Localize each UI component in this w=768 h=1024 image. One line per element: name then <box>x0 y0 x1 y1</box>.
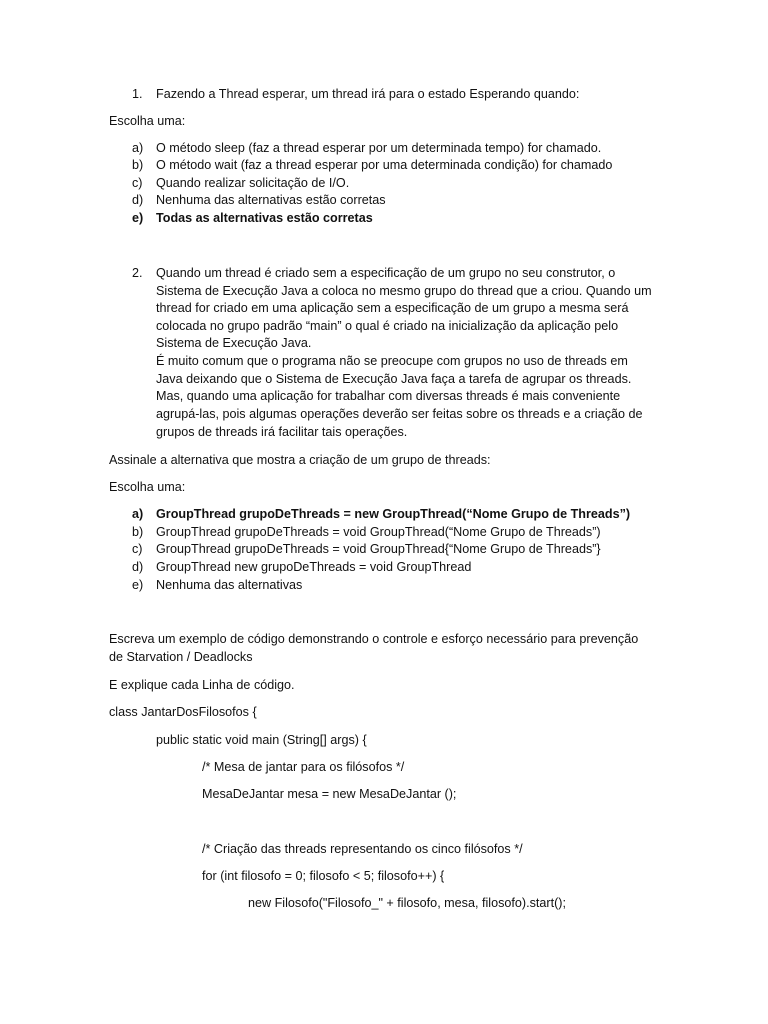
q2-paragraph-line: agrupá-las, pois algumas operações deverão ser feitas sobre os threads e a criação de <box>156 407 643 421</box>
q2-paragraph-line: Sistema de Execução Java a coloca no mesmo grupo do thread que a criou. Quando um <box>156 284 652 298</box>
q2-option-e-letter: e) <box>132 578 144 592</box>
q1-option-b-letter: b) <box>132 158 144 172</box>
code-line: new Filosofo("Filosofo_" + filosofo, mesa, filosofo).start(); <box>248 896 566 910</box>
q1-number: 1. <box>132 87 143 101</box>
q3-prompt-line-2: de Starvation / Deadlocks <box>109 650 253 664</box>
q1-option-a: O método sleep (faz a thread esperar por um determinada tempo) for chamado. <box>156 141 602 155</box>
q2-option-b: GroupThread grupoDeThreads = void GroupThread(“Nome Grupo de Threads”) <box>156 525 601 539</box>
q2-prompt: Assinale a alternativa que mostra a criação de um grupo de threads: <box>109 453 491 467</box>
q1-option-a-letter: a) <box>132 141 144 155</box>
q2-paragraph-line: Quando um thread é criado sem a especificação de um grupo no seu construtor, o <box>156 266 616 280</box>
q2-option-e: Nenhuma das alternativas <box>156 578 303 592</box>
q2-choose-label: Escolha uma: <box>109 480 186 494</box>
q2-paragraph-line: Sistema de Execução Java. <box>156 336 312 350</box>
q1-question: Fazendo a Thread esperar, um thread irá para o estado Esperando quando: <box>156 87 580 101</box>
q1-option-e: Todas as alternativas estão corretas <box>156 211 373 225</box>
q2-paragraph-line: É muito comum que o programa não se preocupe com grupos no uso de threads em <box>156 354 628 368</box>
q1-option-b: O método wait (faz a thread esperar por uma determinada condição) for chamado <box>156 158 613 172</box>
q2-paragraph-line: colocada no grupo padrão “main” o qual é criado na inicialização da aplicação pelo <box>156 319 619 333</box>
q2-option-c: GroupThread grupoDeThreads = void GroupThread{“Nome Grupo de Threads”} <box>156 542 601 556</box>
code-comment: /* Mesa de jantar para os filósofos */ <box>202 760 405 774</box>
q1-option-d: Nenhuma das alternativas estão corretas <box>156 193 386 207</box>
q1-option-c: Quando realizar solicitação de I/O. <box>156 176 350 190</box>
q3-prompt-line-1: Escreva um exemplo de código demonstrando o controle e esforço necessário para prevenção <box>109 632 639 646</box>
code-comment: /* Criação das threads representando os cinco filósofos */ <box>202 842 523 856</box>
q2-number: 2. <box>132 266 143 280</box>
q1-option-c-letter: c) <box>132 176 143 190</box>
q2-option-a: GroupThread grupoDeThreads = new GroupThread(“Nome Grupo de Threads”) <box>156 507 631 521</box>
code-line: public static void main (String[] args) { <box>156 733 367 747</box>
q2-option-b-letter: b) <box>132 525 144 539</box>
code-line: class JantarDosFilosofos { <box>109 705 257 719</box>
code-line: MesaDeJantar mesa = new MesaDeJantar (); <box>202 787 457 801</box>
q2-option-a-letter: a) <box>132 507 144 521</box>
q1-option-e-letter: e) <box>132 211 144 225</box>
q3-explain: E explique cada Linha de código. <box>109 678 295 692</box>
q2-option-c-letter: c) <box>132 542 143 556</box>
q2-option-d: GroupThread new grupoDeThreads = void GroupThread <box>156 560 472 574</box>
q2-paragraph-line: Mas, quando uma aplicação for trabalhar com diversas threads é mais conveniente <box>156 389 621 403</box>
q2-paragraph-line: thread for criado em uma aplicação sem a especificação de um grupo a mesma será <box>156 301 629 315</box>
q1-choose-label: Escolha uma: <box>109 114 186 128</box>
q2-paragraph-line: Java deixando que o Sistema de Execução Java faça a tarefa de agrupar os threads. <box>156 372 632 386</box>
q2-paragraph-line: grupos de threads irá facilitar tais operações. <box>156 425 408 439</box>
q1-option-d-letter: d) <box>132 193 144 207</box>
code-line: for (int filosofo = 0; filosofo < 5; filosofo++) { <box>202 869 445 883</box>
q2-option-d-letter: d) <box>132 560 144 574</box>
